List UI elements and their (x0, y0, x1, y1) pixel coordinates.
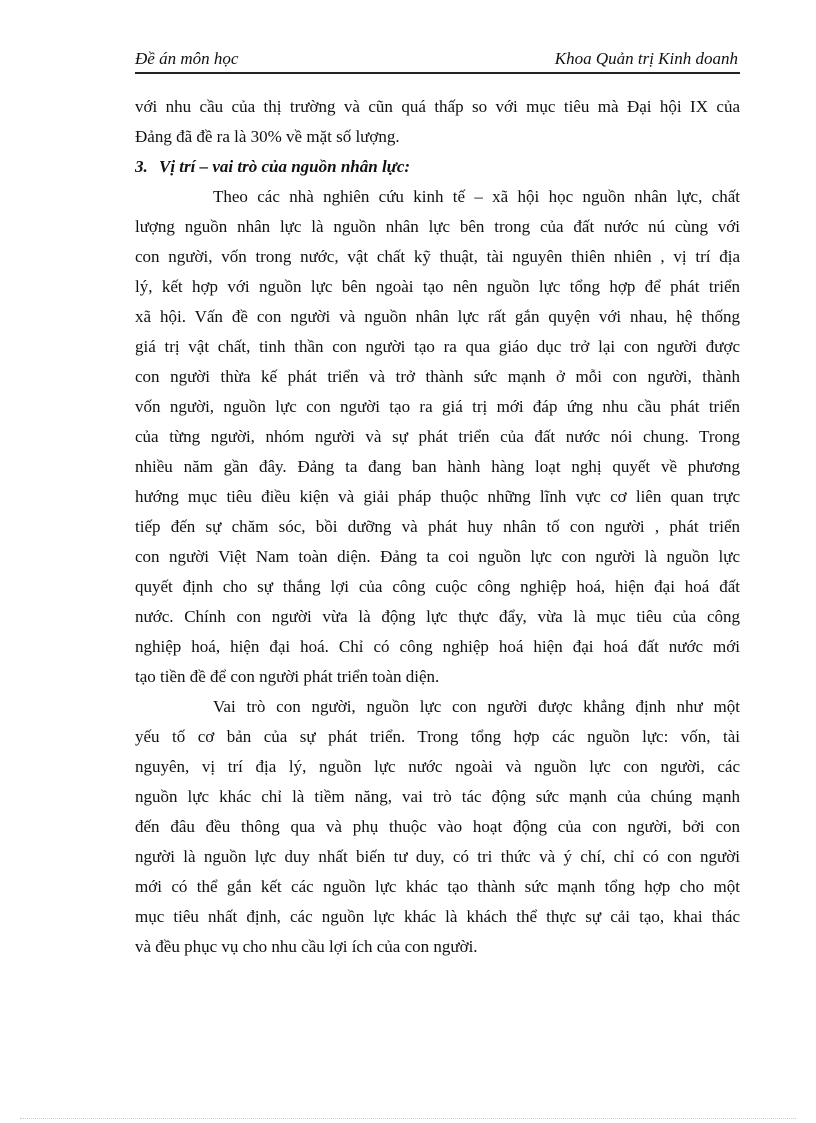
paragraph-1-line: hướng mục tiêu điều kiện và giải pháp thuộc những lĩnh vực cơ liên quan trực (135, 487, 740, 506)
paragraph-2-line: nguyên, vị trí địa lý, nguồn lực nước ngoài và nguồn lực con người, các (135, 757, 740, 776)
paragraph-1-line: quyết định cho sự thắng lợi của công cuộc công nghiệp hoá, hiện đại hoá đất (135, 577, 740, 596)
paragraph-1-line: nghiệp hoá, hiện đại hoá. Chỉ có công nghiệp hoá hiện đại hoá đất nước mới (135, 637, 740, 656)
document-body (135, 92, 740, 962)
intro-line: với nhu cầu của thị trường và cũn quá thấp so với mục tiêu mà Đại hội IX của (135, 97, 740, 116)
section-heading (135, 152, 740, 182)
paragraph-2-line: mới có thể gắn kết các nguồn lực khác tạo thành sức mạnh tổng hợp cho một (135, 877, 740, 896)
paragraph-1-line: con người thừa kế phát triển và trở thành sức mạnh ở mỗi con người, thành (135, 367, 740, 386)
paragraph-2-line: mục tiêu nhất định, các nguồn lực khác là khách thể thực sự cải tạo, khai thác (135, 907, 740, 926)
header-course-title: Đề án môn học (135, 49, 239, 68)
section-number: 3. (135, 157, 148, 176)
paragraph-1-line: vốn người, nguồn lực con người tạo ra giá trị mới đáp ứng nhu cầu phát triển (135, 397, 740, 416)
paragraph-1-line: con người Việt Nam toàn diện. Đảng ta coi nguồn lực con người là nguồn lực (135, 547, 740, 566)
paragraph-1-line: lý, kết hợp với nguồn lực bên ngoài tạo nên nguồn lực tổng hợp để phát triển (135, 277, 740, 296)
paragraph-1-line: giá trị vật chất, tinh thần con người tạo ra qua giáo dục trở lại con người được (135, 337, 740, 356)
paragraph-1-line: lượng nguồn nhân lực là nguồn nhân lực bên trong của đất nước nú cùng với (135, 217, 740, 236)
paragraph-1-line: tạo tiền đề để con người phát triển toàn diện. (135, 667, 440, 686)
section-title: Vị trí – vai trò của nguồn nhân lực: (159, 157, 411, 176)
paragraph-1-line: nhiều năm gần đây. Đảng ta đang ban hành hàng loạt nghị quyết về phương (135, 457, 740, 476)
paragraph-2-line: và đều phục vụ cho nhu cầu lợi ích của con người. (135, 937, 478, 956)
paragraph-2-line: yếu tố cơ bản của sự phát triển. Trong tổng hợp các nguồn lực: vốn, tài (135, 727, 740, 746)
paragraph-1-line: Theo các nhà nghiên cứu kinh tế – xã hội học nguồn nhân lực, chất (213, 187, 740, 206)
paragraph-1-line: con người, vốn trong nước, vật chất kỹ thuật, tài nguyên thiên nhiên , vị trí địa (135, 247, 740, 266)
paragraph-2-line: nguồn lực khác chỉ là tiềm năng, vai trò tác động sức mạnh của chúng mạnh (135, 787, 740, 806)
paragraph-1-line: xã hội. Vấn đề con người và nguồn nhân lực rất gắn quyện với nhau, hệ thống (135, 307, 740, 326)
page-bottom-divider (20, 1118, 796, 1119)
paragraph-1-line: nước. Chính con người vừa là động lực thực đẩy, vừa là mục tiêu của công (135, 607, 740, 626)
paragraph-2-line: đến đâu đều thông qua và phụ thuộc vào hoạt động của con người, bởi con (135, 817, 740, 836)
header-faculty-name: Khoa Quản trị Kinh doanh (554, 49, 738, 68)
paragraph-2-line: Vai trò con người, nguồn lực con người được khẳng định như một (213, 697, 740, 716)
intro-line: Đảng đã đề ra là 30% về mặt số lượng. (135, 127, 400, 146)
paragraph-1-line: tiếp đến sự chăm sóc, bồi dưỡng và phát huy nhân tố con người , phát triển (135, 517, 740, 536)
page-header (135, 48, 740, 74)
paragraph-2-line: người là nguồn lực duy nhất biến tư duy, có tri thức và ý chí, chỉ có con người (135, 847, 740, 866)
paragraph-1-line: của từng người, nhóm người và sự phát triển của đất nước nói chung. Trong (135, 427, 740, 446)
